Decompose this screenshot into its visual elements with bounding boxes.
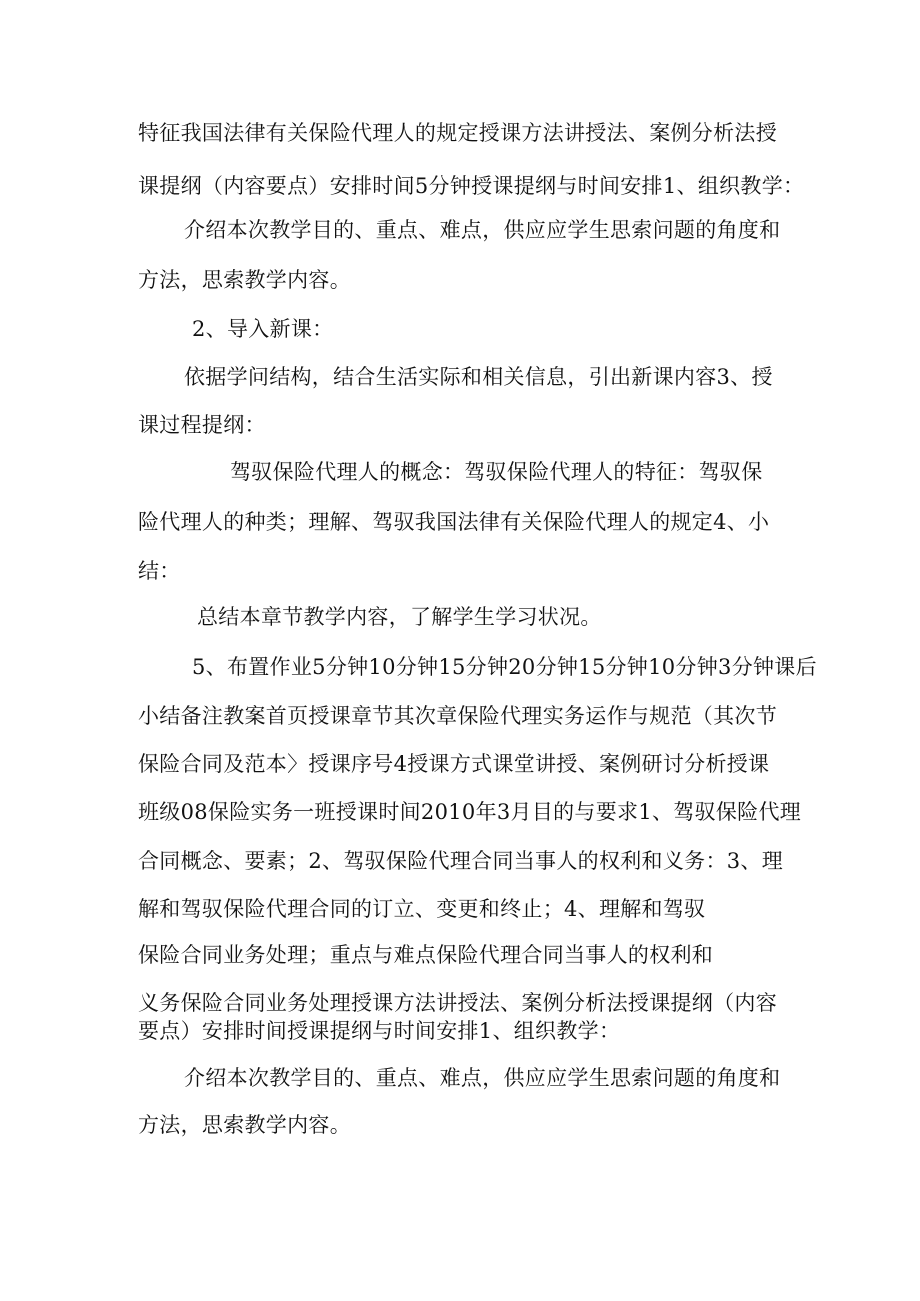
text-line: 保险合同业务处理；重点与难点保险代理合同当事人的权利和 [138,943,714,967]
text-line: 方法，思索教学内容。 [138,268,351,292]
text-line: 要点）安排时间授课提纲与时间安排1、组织教学： [138,1019,621,1043]
text-line: 险代理人的种类；理解、驾驭我国法律有关保险代理人的规定4、小 [138,510,770,534]
text-line: 总结本章节教学内容，了解学生学习状况。 [197,605,602,629]
text-line: 课过程提纲： [138,413,266,437]
text-line: 特征我国法律有关保险代理人的规定授课方法讲授法、案例分析法授 [138,121,777,145]
text-line: 5、布置作业5分钟10分钟15分钟20分钟15分钟10分钟3分钟课后 [192,655,817,679]
text-line: 结： [138,559,181,583]
text-line: 介绍本次教学目的、重点、难点，供应应学生思索问题的角度和 [184,1066,781,1090]
text-line: 解和驾驭保险代理合同的订立、变更和终止；4、理解和驾驭 [138,897,706,921]
text-line: 保险合同及范本〉授课序号4授课方式课堂讲授、案例研讨分析授课 [138,752,770,776]
text-line: 课提纲（内容要点）安排时间5分钟授课提纲与时间安排1、组织教学： [138,174,805,198]
text-line: 小结备注教案首页授课章节其次章保险代理实务运作与规范（其次节 [138,704,777,728]
text-line: 方法，思索教学内容。 [138,1113,351,1137]
text-line: 依据学问结构，结合生活实际和相关信息，引出新课内容3、授 [184,365,773,389]
text-line: 2、导入新课： [192,317,334,341]
text-line: 驾驭保险代理人的概念：驾驭保险代理人的特征：驾驭保 [230,460,763,484]
text-line: 介绍本次教学目的、重点、难点，供应应学生思索问题的角度和 [184,218,781,242]
text-line: 班级08保险实务一班授课时间2010年3月目的与要求1、驾驭保险代理 [138,800,802,824]
text-line: 义务保险合同业务处理授课方法讲授法、案例分析法授课提纲（内容 [138,991,777,1015]
text-line: 合同概念、要素；2、驾驭保险代理合同当事人的权利和义务：3、理 [138,849,784,873]
